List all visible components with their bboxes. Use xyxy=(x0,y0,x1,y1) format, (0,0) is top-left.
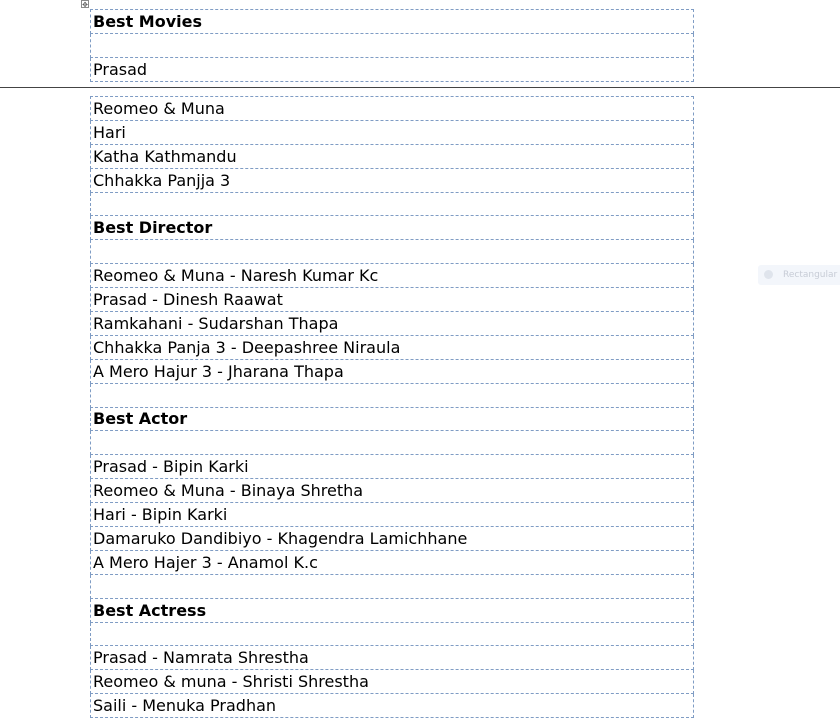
table-top-body xyxy=(91,10,694,82)
table-row xyxy=(91,335,694,359)
table-row xyxy=(91,34,694,58)
table-row xyxy=(91,97,694,121)
table-cell[interactable] xyxy=(91,192,694,216)
table-row xyxy=(91,359,694,383)
table-row xyxy=(91,288,694,312)
table-row xyxy=(91,120,694,144)
table-row xyxy=(91,312,694,336)
table-row-heading xyxy=(91,598,694,622)
table-row-heading xyxy=(91,10,694,34)
table-row xyxy=(91,479,694,503)
table-row xyxy=(91,144,694,168)
category-heading-cell[interactable]: Best Actress xyxy=(91,598,694,622)
table-row xyxy=(91,694,694,718)
table-row xyxy=(91,264,694,288)
table-row xyxy=(91,527,694,551)
table-cell[interactable]: A Mero Hajur 3 - Jharana Thapa xyxy=(91,359,694,383)
table-row xyxy=(91,646,694,670)
table-cell[interactable]: Reomeo & Muna - Binaya Shretha xyxy=(91,479,694,503)
table-main-body xyxy=(91,97,694,718)
awards-table-top xyxy=(90,9,694,82)
table-cell[interactable]: A Mero Hajer 3 - Anamol K.c xyxy=(91,550,694,574)
table-row xyxy=(91,240,694,264)
table-cell[interactable]: Saili - Menuka Pradhan xyxy=(91,694,694,718)
table-row xyxy=(91,574,694,598)
rectangular-snip-tag[interactable] xyxy=(758,265,840,285)
table-cell[interactable] xyxy=(91,431,694,455)
table-row xyxy=(91,192,694,216)
table-cell[interactable]: Reomeo & Muna xyxy=(91,97,694,121)
table-row-heading xyxy=(91,216,694,240)
table-cell[interactable] xyxy=(91,34,694,58)
table-cell[interactable]: Ramkahani - Sudarshan Thapa xyxy=(91,312,694,336)
table-row xyxy=(91,622,694,646)
table-cell[interactable]: Hari xyxy=(91,120,694,144)
table-cell[interactable]: Prasad - Dinesh Raawat xyxy=(91,288,694,312)
table-row xyxy=(91,550,694,574)
table-cell[interactable]: Katha Kathmandu xyxy=(91,144,694,168)
snip-circle-icon xyxy=(764,270,773,279)
table-row xyxy=(91,58,694,82)
awards-table-main xyxy=(90,96,694,718)
table-cell[interactable]: Reomeo & Muna - Naresh Kumar Kc xyxy=(91,264,694,288)
table-row xyxy=(91,503,694,527)
table-row xyxy=(91,670,694,694)
table-row xyxy=(91,455,694,479)
table-cell[interactable]: Chhakka Panjja 3 xyxy=(91,168,694,192)
table-cell[interactable]: Damaruko Dandibiyo - Khagendra Lamichhane xyxy=(91,527,694,551)
table-cell[interactable]: Prasad - Namrata Shrestha xyxy=(91,646,694,670)
table-move-handle-icon[interactable]: ✥ xyxy=(82,1,88,9)
table-cell[interactable]: Prasad xyxy=(91,58,694,82)
category-heading-cell[interactable]: Best Movies xyxy=(91,10,694,34)
table-row xyxy=(91,168,694,192)
table-cell[interactable]: Prasad - Bipin Karki xyxy=(91,455,694,479)
table-cell[interactable]: Hari - Bipin Karki xyxy=(91,503,694,527)
table-cell[interactable] xyxy=(91,574,694,598)
category-heading-cell[interactable]: Best Director xyxy=(91,216,694,240)
table-cell[interactable] xyxy=(91,622,694,646)
table-row xyxy=(91,383,694,407)
table-row xyxy=(91,431,694,455)
page-break-line xyxy=(0,87,840,88)
table-row-heading xyxy=(91,407,694,431)
category-heading-cell[interactable]: Best Actor xyxy=(91,407,694,431)
table-cell[interactable]: Chhakka Panja 3 - Deepashree Niraula xyxy=(91,335,694,359)
snip-label: Rectangular xyxy=(783,270,838,280)
table-cell[interactable] xyxy=(91,240,694,264)
table-cell[interactable]: Reomeo & muna - Shristi Shrestha xyxy=(91,670,694,694)
table-cell[interactable] xyxy=(91,383,694,407)
